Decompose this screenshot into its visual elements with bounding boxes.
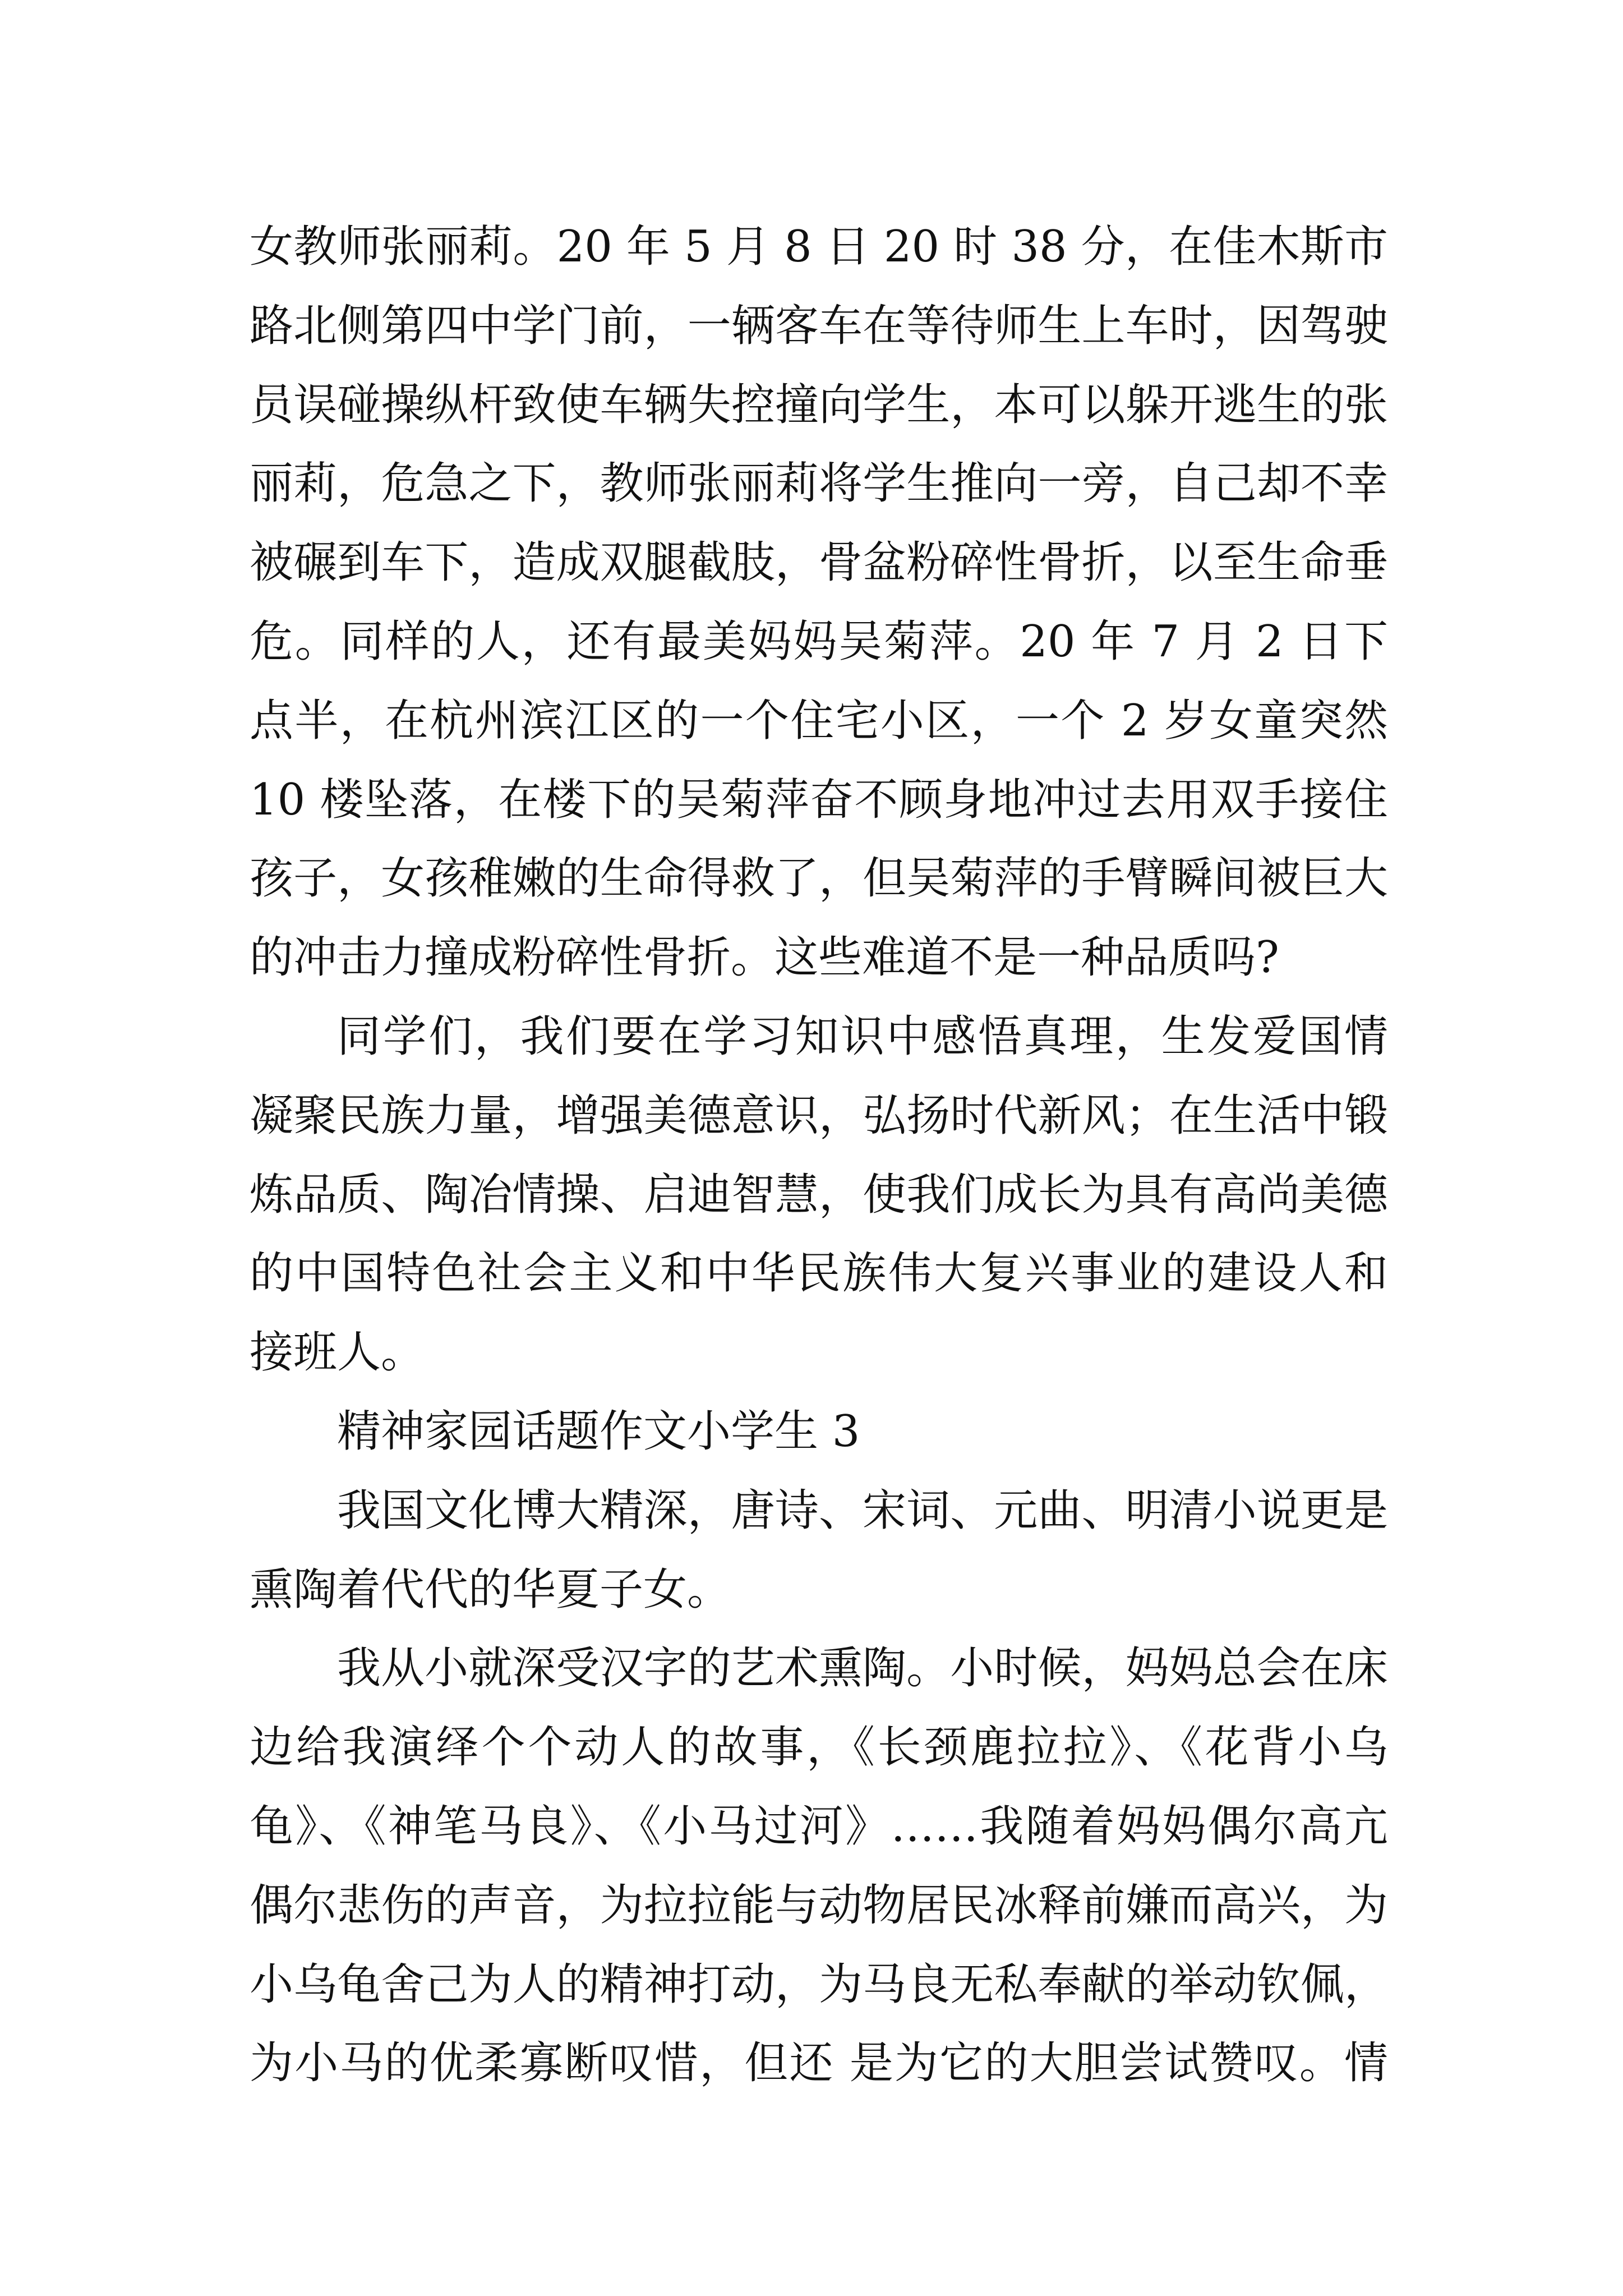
text-line: 凝聚民族力量，增强美德意识，弘扬时代新风；在生活中锻: [250, 1090, 1388, 1141]
text-line: 10 楼坠落，在楼下的吴菊萍奋不顾身地冲过去用双手接住: [250, 774, 1388, 825]
paragraph-4: [250, 1629, 1388, 2103]
text-line: 熏陶着代代的华夏子女。: [250, 1564, 731, 1615]
text-line: 我国文化博大精深，唐诗、宋词、元曲、明清小说更是: [337, 1485, 1388, 1536]
text-line: 的冲击力撞成粉碎性骨折。这些难道不是一种品质吗?: [250, 932, 1279, 983]
text-line: 龟》、《神笔马良》、《小马过河》……我随着妈妈偶尔高亢: [250, 1801, 1388, 1852]
body-text: [250, 208, 1388, 2103]
heading-text: 精神家园话题作文小学生 3: [337, 1406, 860, 1457]
text-line: 孩子，女孩稚嫩的生命得救了，但吴菊萍的手臂瞬间被巨大: [250, 853, 1388, 904]
text-line: 偶尔悲伤的声音，为拉拉能与动物居民冰释前嫌而高兴，为: [250, 1880, 1388, 1931]
paragraph-1: [250, 208, 1388, 997]
text-line: 为小马的优柔寡断叹惜，但还 是为它的大胆尝试赞叹。情: [250, 2038, 1388, 2089]
text-line: 炼品质、陶冶情操、启迪智慧，使我们成长为具有高尚美德: [250, 1169, 1388, 1220]
text-line: 女教师张丽莉。20 年 5 月 8 日 20 时 38 分，在佳木斯市: [250, 222, 1388, 272]
text-line: 丽莉，危急之下，教师张丽莉将学生推向一旁，自己却不幸: [250, 458, 1388, 509]
paragraph-3: [250, 1471, 1388, 1630]
text-line: 接班人。: [250, 1327, 425, 1378]
text-line: 同学们，我们要在学习知识中感悟真理，生发爱国情: [337, 1011, 1388, 1062]
text-line: 的中国特色社会主义和中华民族伟大复兴事业的建设人和: [250, 1248, 1388, 1299]
section-heading: [250, 1392, 1388, 1471]
text-line: 我从小就深受汉字的艺术熏陶。小时候，妈妈总会在床: [337, 1643, 1388, 1694]
text-line: 边给我演绎个个动人的故事，《长颈鹿拉拉》、《花背小乌: [250, 1722, 1388, 1773]
text-line: 员误碰操纵杆致使车辆失控撞向学生，本可以躲开逃生的张: [250, 379, 1388, 430]
text-line: 点半，在杭州滨江区的一个住宅小区，一个 2 岁女童突然: [250, 695, 1388, 746]
text-line: 危。同样的人，还有最美妈妈吴菊萍。20 年 7 月 2 日下: [250, 616, 1388, 667]
paragraph-2: [250, 997, 1388, 1392]
text-line: 路北侧第四中学门前，一辆客车在等待师生上车时，因驾驶: [250, 300, 1388, 351]
text-line: 小乌龟舍己为人的精神打动，为马良无私奉献的举动钦佩，: [250, 1959, 1388, 2010]
text-line: 被碾到车下，造成双腿截肢，骨盆粉碎性骨折，以至生命垂: [250, 537, 1388, 588]
